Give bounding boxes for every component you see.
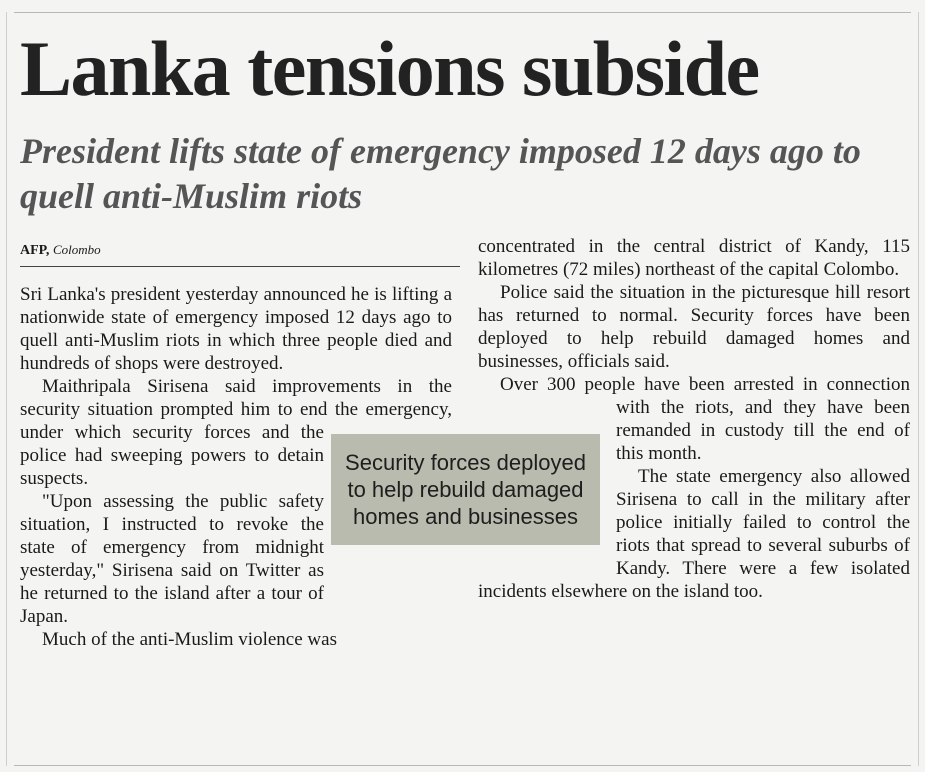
paragraph: Sri Lanka's president yesterday announced he is lifting a nationwide state of emergency imposed 12 days ago to quell anti-Muslim riots in which three people died and hundreds of shops were destroyed. — [20, 284, 452, 374]
paragraph: Over 300 people have been arrested in connection with the riots, and they have been remanded in custody till the end of this month. — [500, 374, 910, 464]
left-rule — [6, 12, 7, 766]
bottom-rule — [14, 765, 911, 766]
byline-place: Colombo — [52, 242, 101, 257]
paragraph: Much of the anti-Muslim violence was — [42, 629, 337, 650]
headline: Lanka tensions subside — [20, 25, 759, 112]
article-right-column — [478, 235, 910, 603]
paragraph: "Upon assessing the public safety situation, I instructed to revoke the state of emergency from midnight yesterday," Sirisena said on Twitter as he returned to the island after a tour of Japan. — [20, 491, 324, 627]
paragraph: Police said the situation in the picturesque hill resort has returned to normal. Security forces have been deployed to help rebuild damaged homes and businesses, officials said. — [478, 282, 910, 372]
paragraph: The state emergency also allowed Sirisena to call in the military after police initially failed to control the riots that spread to several suburbs of Kandy. There were a few isolated incidents elsewhere on the island too. — [478, 466, 910, 602]
byline — [20, 242, 101, 259]
right-rule — [918, 12, 919, 766]
subheadline: President lifts state of emergency imposed 12 days ago to quell anti-Muslim riots — [20, 131, 861, 216]
paragraph: Maithripala Sirisena said improvements in the security situation prompted him to end the emergency, under which security forces and the police had sweeping powers to detain suspects. — [20, 376, 452, 489]
pull-quote — [331, 434, 600, 545]
byline-rule — [20, 266, 460, 267]
top-rule — [14, 12, 911, 13]
pull-quote-text: Security forces deployed to help rebuild damaged homes and businesses — [345, 450, 586, 529]
paragraph: concentrated in the central district of Kandy, 115 kilometres (72 miles) northeast of the capital Colombo. — [478, 236, 910, 280]
byline-agency: AFP, — [20, 243, 50, 258]
